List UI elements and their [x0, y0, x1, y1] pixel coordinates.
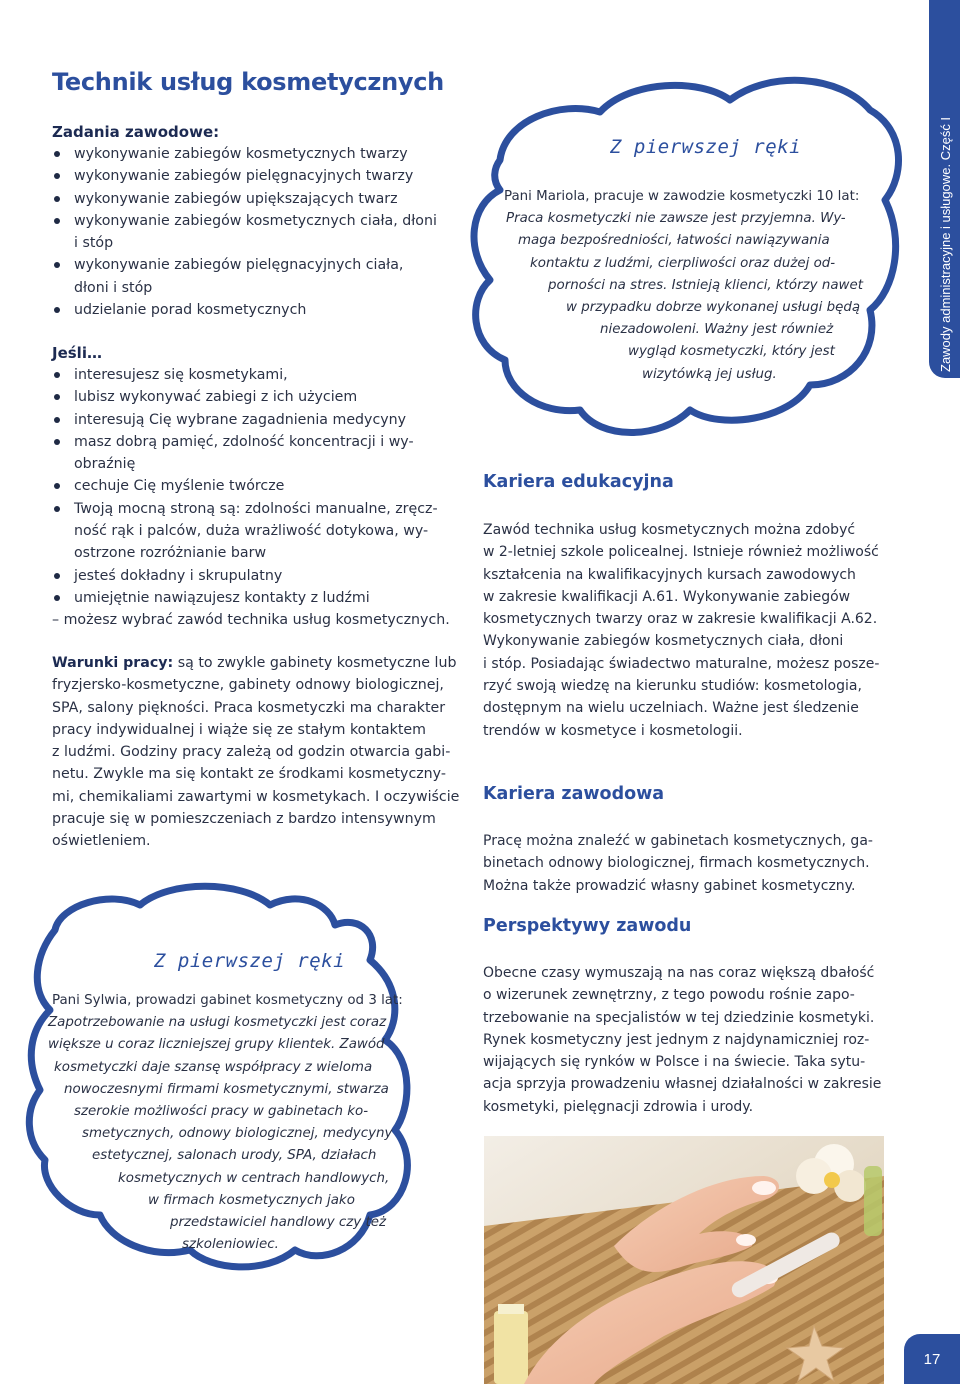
career-heading: Kariera zawodowa [483, 784, 665, 804]
text-line: w zakresie kwalifikacji A.61. Wykonywanie zabiegów [483, 588, 851, 605]
conditions-line: fryzjersko-kosmetyczne, gabinety odnowy biologicznej, [52, 677, 444, 694]
list-item: jesteś dokładny i skrupulatny [52, 565, 472, 587]
quote-line: maga bezpośredniości, łatwości nawiązywania [518, 233, 830, 249]
text-line: Pracę można znaleźć w gabinetach kosmetycznych, ga- [483, 833, 873, 849]
education-heading: Kariera edukacyjna [483, 472, 674, 492]
quote-line: większe u coraz liczniejszej grupy klientek. Zawód [48, 1037, 385, 1053]
education-text [483, 519, 903, 742]
quote-right-title: Z pierwszej ręki [610, 136, 802, 158]
text-line: trzebowanie na specjalistów w tej dziedzinie kosmetyki. [483, 1009, 875, 1026]
text-line: rzyć swoją wiedzę na kierunku studiów: kosmetologia, [483, 678, 862, 695]
tasks-heading: Zadania zawodowe: [52, 123, 220, 141]
text-line: Można także prowadzić własny gabinet kosmetyczny. [483, 877, 856, 894]
quote-line: wygląd kosmetyczki, który jest [628, 344, 835, 360]
quote-right [504, 186, 904, 386]
quote-line: smetycznych, odnowy biologicznej, medycyny [82, 1126, 393, 1142]
text-line: kształcenia na kwalifikacyjnych kursach zawodowych [483, 566, 856, 583]
quote-line: kontaktu z ludźmi, cierpliwości oraz dużej od- [530, 255, 836, 271]
text-line: kosmetyki, pielęgnacji zdrowia i urody. [483, 1098, 754, 1115]
list-item-cont: ność rąk i palców, duża wrażliwość dotykowa, wy- [74, 523, 429, 540]
if-conclusion: – możesz wybrać zawód technika usług kosmetycznych. [52, 612, 450, 629]
conditions-line: oświetleniem. [52, 833, 151, 850]
quote-line: Zapotrzebowanie na usługi kosmetyczki jest coraz [48, 1015, 387, 1031]
conditions-line: Warunki pracy: są to zwykle gabinety kosmetyczne lub [52, 655, 457, 671]
quote-line: porności na stres. Istnieją klienci, którzy nawet [548, 277, 863, 293]
if-heading: Jeśli… [52, 344, 102, 362]
list-item: lubisz wykonywać zabiegi z ich użyciem [52, 386, 472, 408]
quote-left-lead: Pani Sylwia, prowadzi gabinet kosmetyczny od 3 lat: [52, 993, 403, 1008]
text-line: Wykonywanie zabiegów kosmetycznych ciała, dłoni [483, 633, 844, 650]
text-line: acja sprzyja prowadzeniu własnej działalności w zakresie [483, 1076, 882, 1093]
career-text [483, 830, 903, 897]
text-line: kosmetycznych twarzy oraz w zakresie kwalifikacji A.62. [483, 611, 878, 628]
quote-right-lead: Pani Mariola, pracuje w zawodzie kosmetyczki 10 lat: [504, 189, 860, 204]
text-line: o wizerunek zewnętrzny, z tego powodu rośnie zapo- [483, 987, 855, 1004]
quote-line: w przypadku dobrze wykonanej usługi będą [566, 300, 861, 316]
text-line: dostępnym na wielu uczelniach. Ważne jest śledzenie [483, 700, 859, 717]
text-line: w 2-letniej szkole policealnej. Istnieje również możliwość [483, 544, 879, 561]
conditions-line: pracuje się w pomieszczeniach z bardzo intensywnym [52, 811, 436, 828]
quote-left-title: Z pierwszej ręki [154, 950, 346, 972]
text-line: Rynek kosmetyczny jest jednym z najdynamiczniej roz- [483, 1031, 870, 1048]
quote-line: szerokie możliwości pracy w gabinetach ko- [74, 1104, 369, 1120]
quote-line: niezadowoleni. Ważny jest również [600, 322, 834, 338]
list-item: interesujesz się kosmetykami, [52, 364, 472, 386]
quote-line: estetycznej, salonach urody, SPA, działach [92, 1148, 377, 1164]
conditions-line: pracy indywidualnej i wiąże się ze stałym kontaktem [52, 721, 426, 738]
quote-line: wizytówką jej usług. [642, 366, 777, 382]
list-item: wykonywanie zabiegów upiększających twarz [52, 188, 452, 210]
quote-line: nowoczesnymi firmami kosmetycznymi, stwarza [64, 1081, 389, 1097]
conditions-line: netu. Zwykle ma się kontakt ze środkami kosmetyczny- [52, 766, 446, 783]
text-line: trendów w kosmetyce i kosmetologii. [483, 722, 743, 739]
text-line: wijających się rynków w Polsce i na świecie. Taka sytu- [483, 1054, 866, 1071]
conditions-line: SPA, salony piękności. Praca kosmetyczki ma charakter [52, 699, 446, 716]
list-item: wykonywanie zabiegów kosmetycznych twarzy [52, 143, 452, 165]
conditions-label: Warunki pracy: [52, 655, 174, 671]
list-item: udzielanie porad kosmetycznych [52, 299, 452, 321]
text-line: Obecne czasy wymuszają na nas coraz większą dbałość [483, 965, 875, 981]
text-line: i stóp. Posiadając świadectwo maturalne, możesz posze- [483, 655, 880, 672]
list-item: wykonywanie zabiegów pielęgnacyjnych twarzy [52, 165, 452, 187]
quote-line: kosmetycznych w centrach handlowych, [118, 1170, 390, 1186]
list-item: Twoją mocną stroną są: zdolności manualne, zręcz- [52, 498, 472, 520]
quote-left [48, 990, 452, 1256]
quote-line: przedstawiciel handlowy czy też [170, 1215, 386, 1231]
prospects-text [483, 962, 903, 1118]
page-number: 17 [904, 1334, 960, 1384]
list-item: interesują Cię wybrane zagadnienia medycyny [52, 409, 472, 431]
list-item: cechuje Cię myślenie twórcze [52, 475, 472, 497]
list-item-cont: i stóp [74, 235, 114, 252]
conditions-line: mi, chemikaliami zawartymi w kosmetykach. I oczywiście [52, 788, 460, 805]
list-item: umiejętnie nawiązujesz kontakty z ludźmi [52, 587, 472, 609]
quote-line: szkoleniowiec. [182, 1237, 279, 1253]
text-line: binetach odnowy biologicznej, firmach kosmetycznych. [483, 855, 870, 872]
list-item-cont: obraźnię [74, 456, 136, 473]
list-item-cont: ostrzone rozróżnianie barw [74, 545, 267, 562]
quote-line: Praca kosmetyczki nie zawsze jest przyjemna. Wy- [506, 211, 846, 227]
text-line: Zawód technika usług kosmetycznych można zdobyć [483, 522, 856, 538]
list-item: wykonywanie zabiegów kosmetycznych ciała, dłoni [52, 210, 452, 232]
list-item: masz dobrą pamięć, zdolność koncentracji i wy- [52, 431, 472, 453]
quote-line: kosmetyczki daje szansę współpracy z wieloma [54, 1059, 373, 1075]
list-item: wykonywanie zabiegów pielęgnacyjnych ciała, [52, 254, 452, 276]
side-tab-label: Zawody administracyjne i usługowe. Część I [938, 116, 953, 372]
conditions-line: z ludźmi. Godziny pracy zależą od godzin otwarcia gabi- [52, 744, 451, 761]
prospects-heading: Perspektywy zawodu [483, 916, 692, 936]
list-item-cont: dłoni i stóp [74, 279, 153, 296]
quote-line: w firmach kosmetycznych jako [148, 1192, 355, 1208]
manicure-photo [484, 1136, 884, 1384]
page-title: Technik usług kosmetycznych [52, 68, 444, 96]
